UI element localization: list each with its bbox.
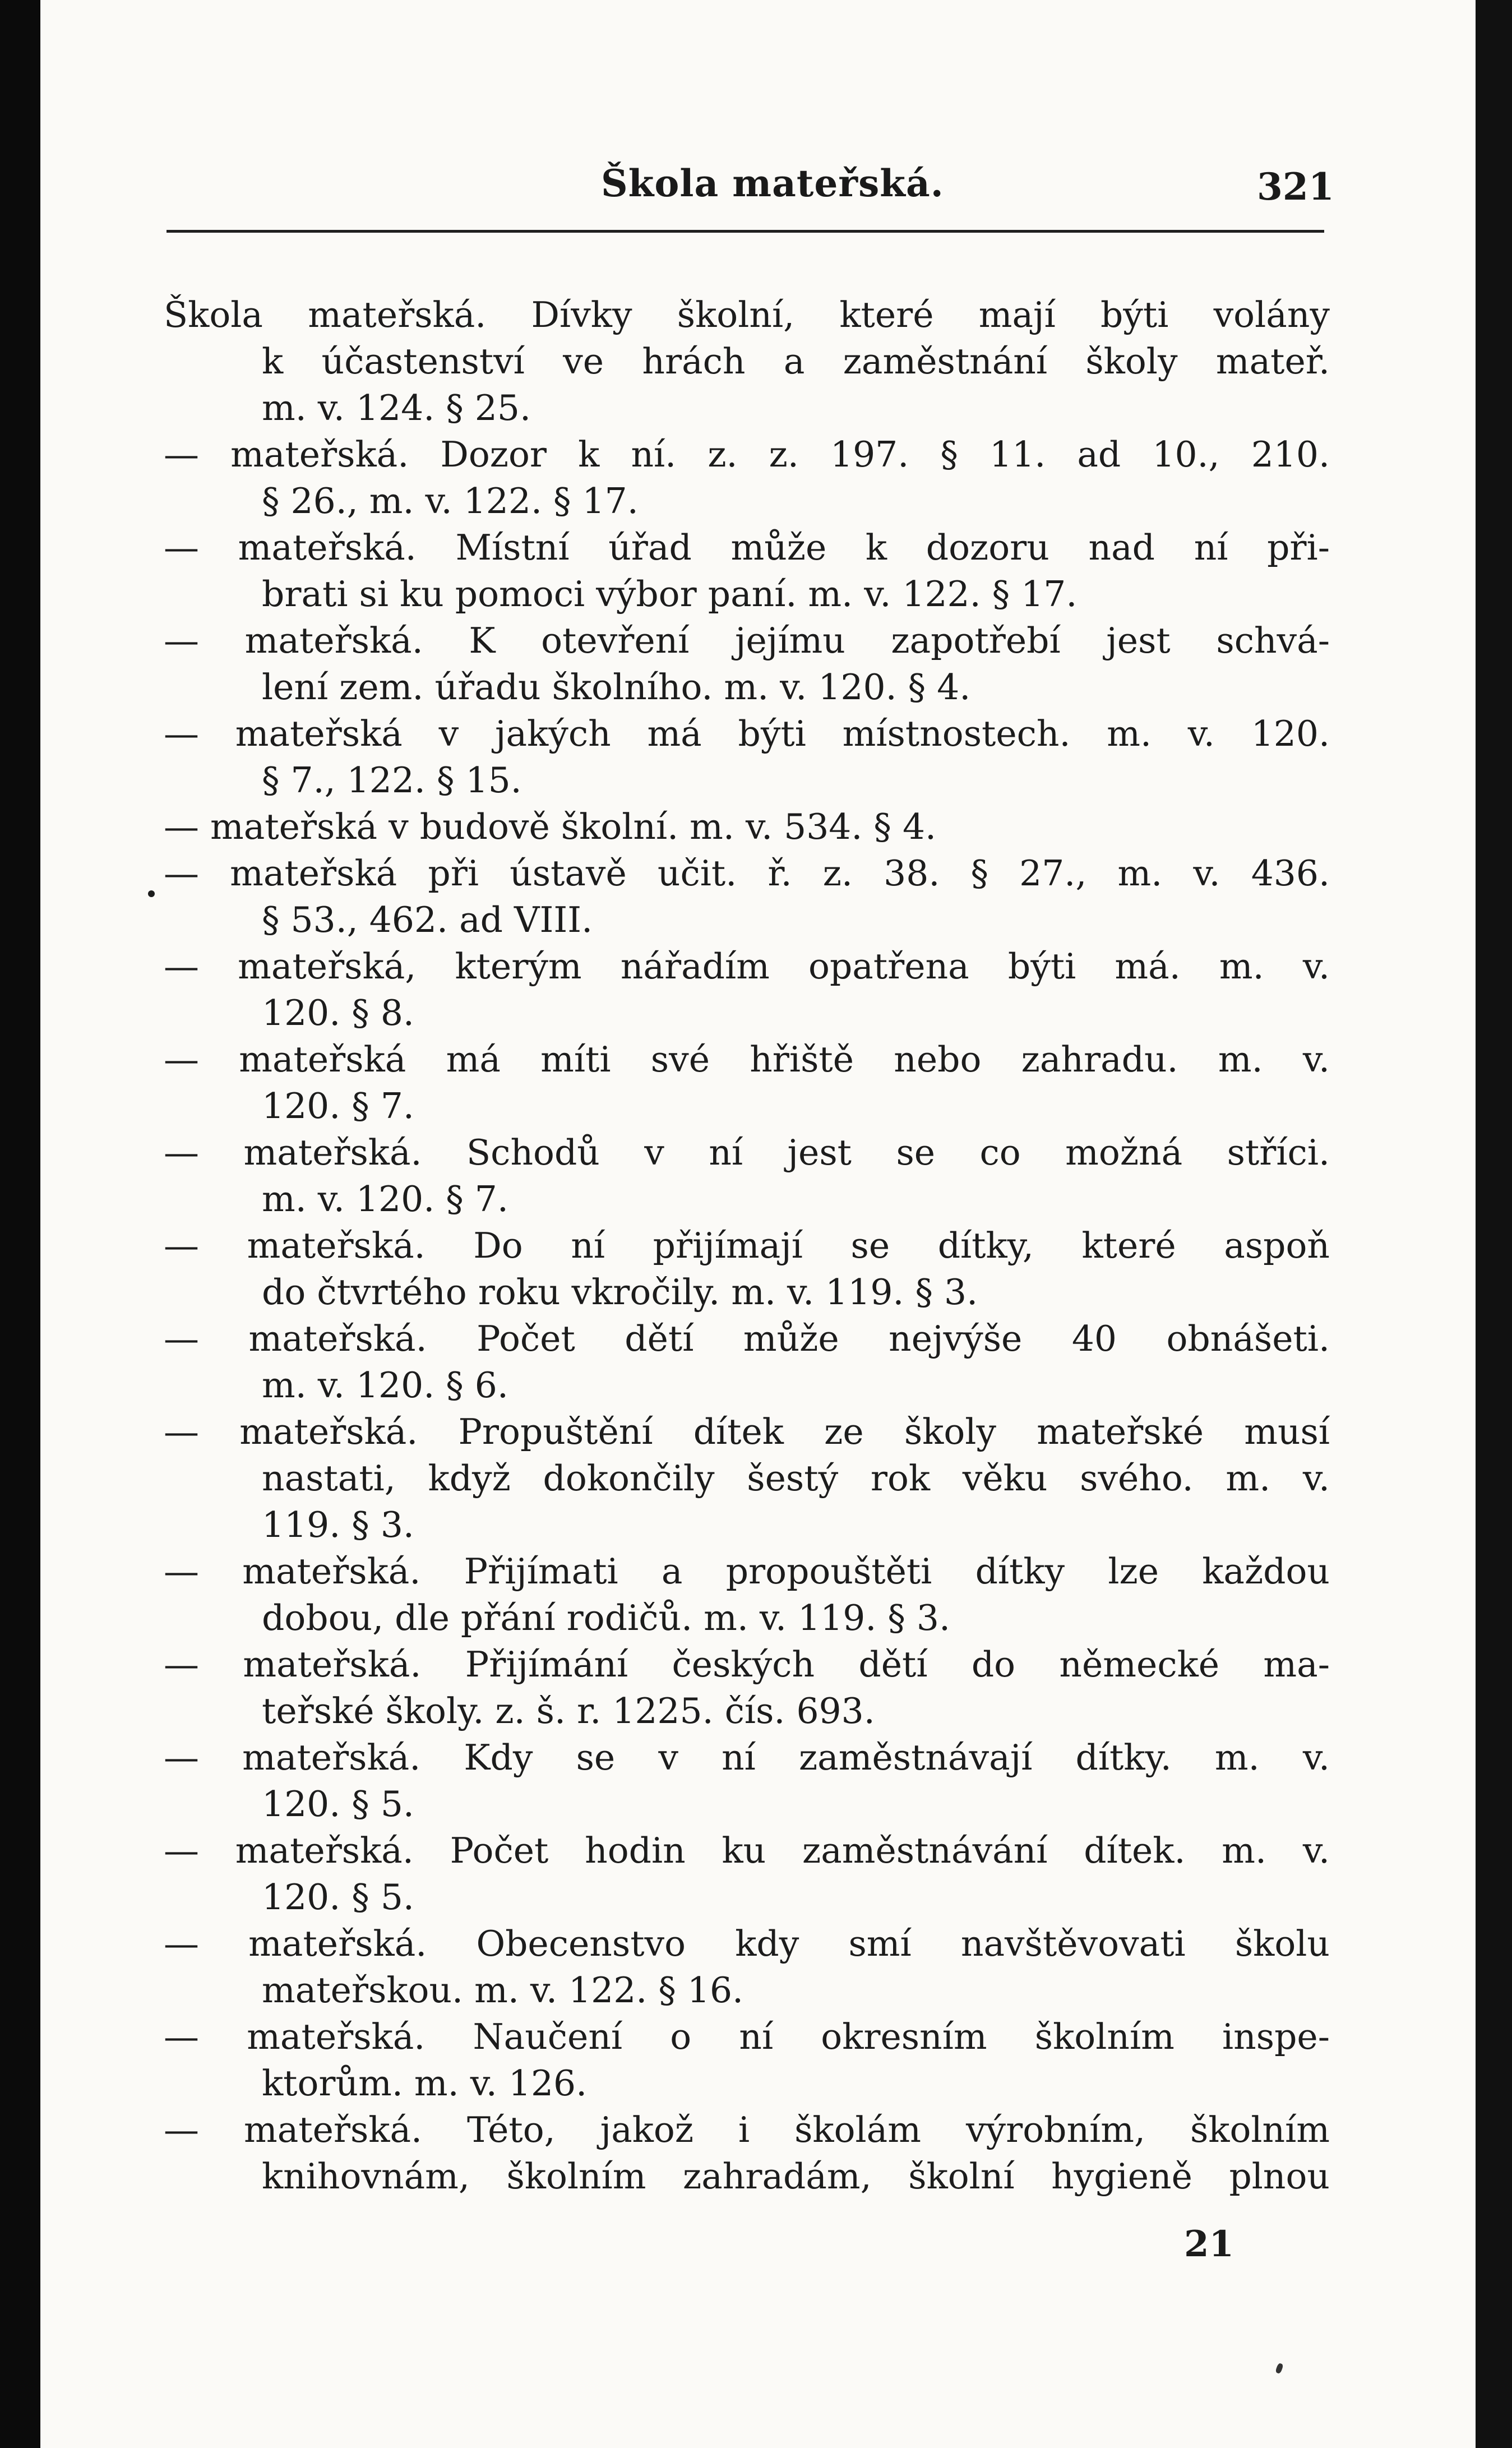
entry-line: k účastenství ve hrách a zaměstnání školy mateř. [262,341,1330,382]
entry-line: — mateřská. Přijímati a propouštěti dítky lze každou [164,1551,1330,1592]
ink-speck [1275,2363,1284,2374]
entry-line: 120. § 5. [262,1877,414,1918]
entry-line: — mateřská. Přijímání českých dětí do německé ma- [164,1644,1330,1685]
entry-line: m. v. 120. § 6. [262,1365,508,1406]
index-entry [164,1827,1330,1920]
entry-line: — mateřská. K otevření jejímu zapotřebí jest schvá- [164,620,1330,661]
index-entry [164,1548,1330,1641]
index-entry [164,1036,1330,1129]
book-page [40,0,1476,2448]
entry-line: — mateřská. Do ní přijímají se dítky, které aspoň [164,1225,1330,1266]
page-left-border [0,0,40,2448]
entry-line: do čtvrtého roku vkročily. m. v. 119. § 3. [262,1272,978,1313]
index-entry [164,292,1330,431]
entry-line: — mateřská. Schodů v ní jest se co možná stříci. [164,1132,1330,1173]
entry-line: 120. § 5. [262,1784,414,1825]
running-title: Škola mateřská. [601,161,944,205]
entry-line: — mateřská. Této, jakož i školám výrobním, školním [164,2109,1330,2150]
entry-line: 119. § 3. [262,1504,414,1545]
index-entry [164,1129,1330,1222]
entry-line: — mateřská. Propuštění dítek ze školy mateřské musí [164,1411,1330,1452]
page-header [40,151,1476,219]
entry-line: 120. § 8. [262,992,414,1033]
index-entry [164,524,1330,617]
index-entries [164,292,1330,2200]
index-entry [164,710,1330,803]
entry-line: — mateřská v jakých má býti místnostech. m. v. 120. [164,713,1330,754]
index-entry [164,1734,1330,1827]
index-entry [164,2107,1330,2200]
index-entry [164,1920,1330,2013]
entry-line: m. v. 124. § 25. [262,387,531,428]
signature-mark: 21 [1184,2223,1234,2265]
entry-line: brati si ku pomoci výbor paní. m. v. 122. § 17. [262,574,1078,615]
entry-line: ktorům. m. v. 126. [262,2063,588,2104]
index-entry [164,431,1330,524]
entry-line: m. v. 120. § 7. [262,1179,508,1220]
entry-line: — mateřská má míti své hřiště nebo zahradu. m. v. [164,1039,1330,1080]
entry-line: — mateřská. Kdy se v ní zaměstnávají dítky. m. v. [164,1737,1330,1778]
index-entry [164,1641,1330,1734]
entry-line: 120. § 7. [262,1086,414,1126]
header-rule [167,230,1324,233]
entry-line: nastati, když dokončily šestý rok věku svého. m. v. [262,1458,1330,1499]
entry-line: — mateřská. Počet hodin ku zaměstnávání dítek. m. v. [164,1830,1330,1871]
index-entry [164,803,1330,850]
index-entry [164,1408,1330,1548]
entry-line: Škola mateřská. Dívky školní, které mají býti volány [164,294,1330,335]
entry-line: — mateřská, kterým nářadím opatřena býti má. m. v. [164,946,1330,987]
index-entry [164,1222,1330,1315]
entry-line: lení zem. úřadu školního. m. v. 120. § 4. [262,667,971,708]
entry-line: teřské školy. z. š. r. 1225. čís. 693. [262,1690,875,1731]
entry-line: § 53., 462. ad VIII. [262,899,593,940]
index-entry [164,943,1330,1036]
entry-line: dobou, dle přání rodičů. m. v. 119. § 3. [262,1597,951,1638]
entry-line: — mateřská při ústavě učit. ř. z. 38. § 27., m. v. 436. [164,853,1330,894]
entry-line: — mateřská. Naučení o ní okresním školním inspe- [164,2016,1330,2057]
entry-line: — mateřská. Počet dětí může nejvýše 40 obnášeti. [164,1318,1330,1359]
page-right-border [1476,0,1512,2448]
page-number: 321 [1257,165,1334,209]
entry-line: — mateřská. Místní úřad může k dozoru nad ní při- [164,527,1330,568]
margin-dot [148,890,155,897]
entry-line: mateřskou. m. v. 122. § 16. [262,1970,744,2011]
index-entry [164,1315,1330,1408]
index-entry [164,617,1330,710]
entry-line: § 26., m. v. 122. § 17. [262,481,639,521]
entry-line: — mateřská. Obecenstvo kdy smí navštěvovati školu [164,1923,1330,1964]
entry-line: § 7., 122. § 15. [262,760,522,801]
entry-line: knihovnám, školním zahradám, školní hygieně plnou [262,2156,1330,2197]
entry-line: — mateřská. Dozor k ní. z. z. 197. § 11. ad 10., 210. [164,434,1330,475]
entry-line: — mateřská v budově školní. m. v. 534. § 4. [164,806,937,847]
index-entry [164,2013,1330,2107]
index-entry [164,850,1330,943]
